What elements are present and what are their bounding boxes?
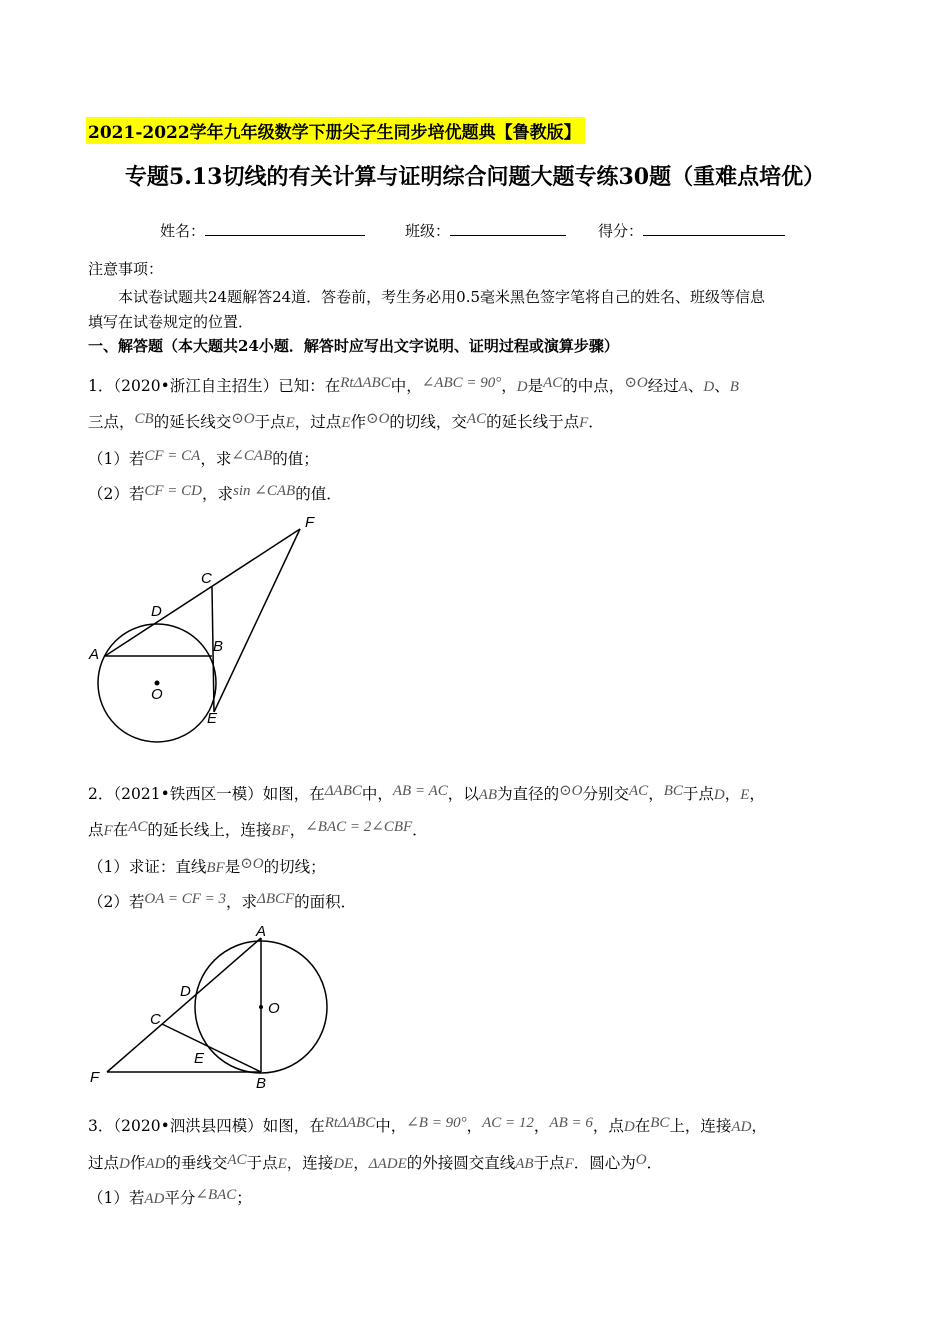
score-label: 得分：: [598, 222, 644, 240]
q1-line-1: 1．（2020•浙江自主招生）已知：在RtΔABC中，∠ABC = 90°，D是AC的中点，⊙O经过A、D、B: [88, 375, 739, 395]
q3-line-1: 3．（2020•泗洪县四模）如图，在RtΔABC中，∠B = 90°，AC = 12，AB = 6，点D在BC上，连接AD，: [88, 1115, 767, 1135]
q2-line-2: 点F在AC的延长线上，连接BF，∠BAC = 2∠CBF．: [88, 819, 428, 839]
q1-label-f: F: [305, 514, 315, 531]
q2-line-1: 2．（2021•铁西区一模）如图，在ΔABC中，AB = AC，以AB为直径的⊙O分别交AC，BC于点D，E，: [88, 783, 765, 803]
q2-label-a: A: [256, 923, 267, 940]
name-field[interactable]: [160, 220, 365, 241]
q2-part-1: （1）求证：直线BF是⊙O的切线；: [88, 856, 326, 876]
q1-label-b: B: [213, 638, 224, 655]
q2-center-dot: [259, 1005, 263, 1009]
q1-figure: [80, 505, 340, 755]
q1-line-2: 三点，CB的延长线交⊙O于点E，过点E作⊙O的切线，交AC的延长线于点F．: [88, 411, 604, 431]
name-blank[interactable]: [205, 221, 365, 236]
notice-line-2: 填写在试卷规定的位置．: [88, 313, 254, 331]
q1-part-1: （1）若CF = CA，求∠CAB的值；: [88, 448, 319, 468]
notice-heading: 注意事项：: [88, 260, 164, 278]
q3-part-1: （1）若AD平分∠BAC；: [88, 1187, 252, 1207]
section-heading: 一、解答题（本大题共24小题．解答时应写出文字说明、证明过程或演算步骤）: [88, 337, 619, 355]
q2-part-2: （2）若OA = CF = 3，求ΔBCF的面积．: [88, 891, 357, 911]
class-label: 班级：: [405, 222, 451, 240]
q1-part-2: （2）若CF = CD，求sin ∠CAB的值．: [88, 483, 342, 503]
q2-label-b: B: [256, 1075, 267, 1092]
score-blank[interactable]: [643, 221, 785, 236]
q1-center-dot: [155, 681, 160, 686]
score-field[interactable]: [598, 220, 785, 241]
q1-label-c: C: [201, 570, 212, 587]
q2-figure: [80, 918, 350, 1093]
q2-label-o: O: [268, 1000, 280, 1017]
q2-line-af: [107, 938, 261, 1072]
class-blank[interactable]: [450, 221, 566, 236]
name-label: 姓名：: [160, 222, 206, 240]
q2-line-cb: [162, 1024, 261, 1072]
q2-label-e: E: [194, 1050, 205, 1067]
q3-line-2: 过点D作AD的垂线交AC于点E，连接DE，ΔADE的外接圆交直线AB于点F．圆心为O．: [88, 1152, 663, 1172]
q1-label-o: O: [151, 686, 163, 703]
series-banner: 2021-2022学年九年级数学下册尖子生同步培优题典【鲁教版】: [86, 117, 585, 144]
q2-label-d: D: [180, 983, 191, 1000]
q1-label-e: E: [207, 710, 218, 727]
q1-label-d: D: [151, 603, 162, 620]
q2-label-c: C: [150, 1011, 161, 1028]
q2-label-f: F: [90, 1069, 100, 1086]
page-title: 专题5.13切线的有关计算与证明综合问题大题专练30题（重难点培优）: [124, 164, 826, 190]
notice-line-1: 本试卷试题共24题解答24道．答卷前，考生务必用0.5毫米黑色签字笔将自己的姓名、班级等信息: [118, 288, 766, 306]
class-field[interactable]: [405, 220, 566, 241]
q1-label-a: A: [89, 646, 100, 663]
